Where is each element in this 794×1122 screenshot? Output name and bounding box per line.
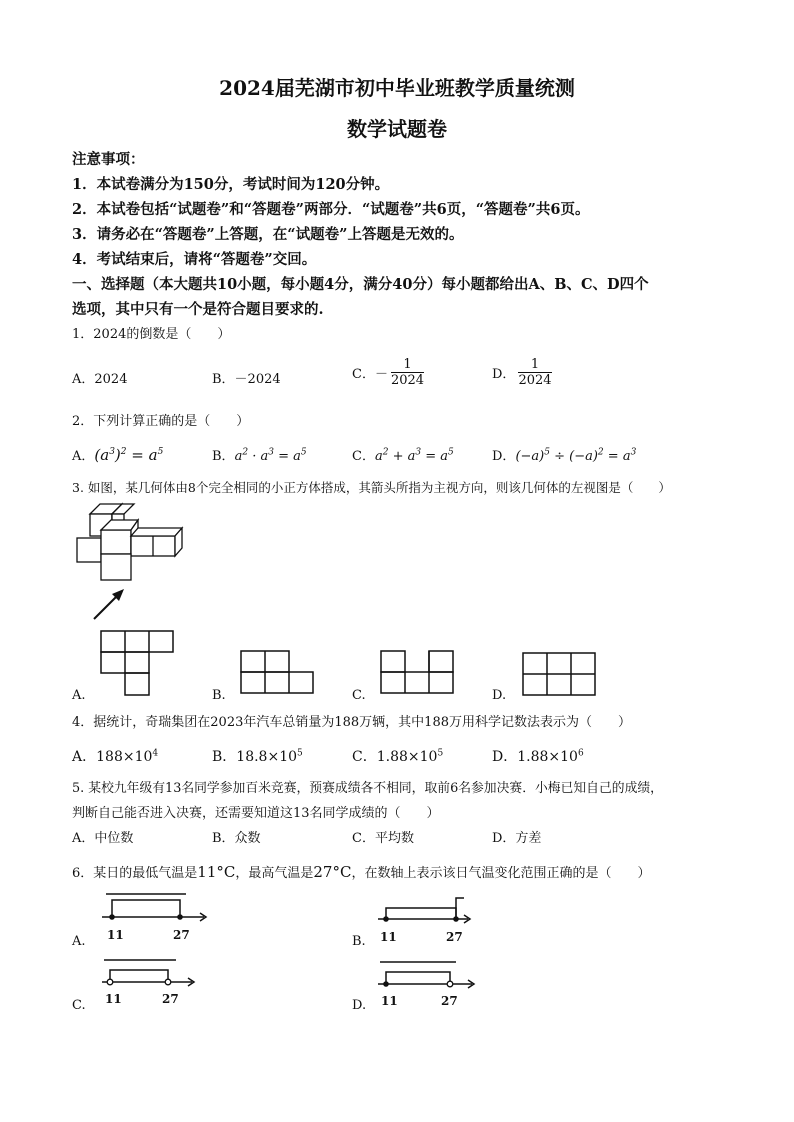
tick-label: 27	[162, 992, 179, 1006]
q2-option-d-label: D．	[492, 449, 516, 464]
q3-option-c-figure	[380, 650, 456, 694]
notice-item: 2．本试卷包括“试题卷”和“答题卷”两部分．“试题卷”共6页，“答题卷”共6页。	[72, 201, 590, 218]
tick-label: 11	[381, 994, 398, 1008]
q1-option-a: A．2024	[72, 372, 128, 387]
math-expression: $a^2 \cdot a^3 = a^5$	[234, 447, 307, 464]
question-1-stem: 1．2024的倒数是（ ）	[72, 327, 231, 342]
tick-label: 11	[107, 928, 124, 942]
q4-option-a	[72, 746, 158, 766]
notice-item: 3．请务必在“答题卷”上答题，在“试题卷”上答题是无效的。	[72, 226, 464, 243]
tick-label: 27	[441, 994, 458, 1008]
q2-option-b	[212, 445, 307, 464]
tick-label: 27	[446, 930, 463, 944]
q1-option-d	[492, 357, 552, 388]
notice-item: 4．考试结束后，请将“答题卷”交回。	[72, 251, 317, 268]
question-4-stem: 4．据统计，奇瑞集团在2023年汽车总销量为188万辆，其中188万用科学记数法表示为（ ）	[72, 715, 631, 730]
math-expression: $a^2 + a^3 = a^5$	[374, 447, 454, 464]
question-2-stem: 2．下列计算正确的是（ ）	[72, 414, 250, 429]
q4-option-c	[352, 746, 443, 766]
q3-option-d-figure	[522, 652, 598, 696]
section-heading: 一、选择题（本大题共10小题，每小题4分，满分40分）每小题都给出A、B、C、D四个	[72, 276, 649, 293]
q2-option-b-label: B．	[212, 449, 235, 464]
exam-title: 2024届芜湖市初中毕业班教学质量统测	[219, 76, 575, 100]
q1-option-d-label: D．	[492, 367, 516, 382]
q4-option-c-label: C．	[352, 749, 377, 765]
q3-option-b-label: B.	[212, 688, 226, 703]
tick-label: 27	[173, 928, 190, 942]
q1-option-b: B．－2024	[212, 372, 281, 387]
q4-option-d-mantissa: 1.88×10	[517, 749, 578, 765]
q4-option-b-mantissa: 18.8×10	[236, 749, 298, 765]
fraction-denominator: 2024	[390, 373, 425, 388]
q4-option-a-mantissa: 188×10	[96, 749, 153, 765]
q2-option-d	[492, 445, 636, 464]
solid-figure	[72, 500, 192, 622]
fraction-denominator: 2024	[518, 373, 552, 388]
q2-option-c-label: C．	[352, 449, 375, 464]
q6-unit: °C	[332, 863, 352, 881]
fraction	[391, 357, 424, 388]
q4-option-d-label: D．	[492, 749, 518, 765]
q6-stem-part: 6．某日的最低气温是	[72, 866, 198, 881]
q1-option-c	[352, 357, 424, 388]
q6-option-b-numberline	[376, 892, 476, 930]
q3-option-c-label: C.	[352, 688, 366, 703]
fraction-numerator: 1	[391, 357, 424, 373]
tick-label: 11	[380, 930, 397, 944]
q5-option-d: D．方差	[492, 831, 542, 846]
q5-option-c: C．平均数	[352, 831, 414, 846]
q2-option-c	[352, 445, 454, 464]
q4-option-b-label: B．	[212, 749, 237, 765]
q6-option-c-label: C.	[72, 998, 86, 1013]
q3-option-b-figure	[240, 650, 316, 694]
q6-option-d-label: D.	[352, 998, 367, 1013]
notice-heading: 注意事项：	[72, 151, 145, 168]
question-6-stem	[72, 862, 650, 881]
q6-stem-part: ，在数轴上表示该日气温变化范围正确的是（ ）	[351, 866, 651, 881]
q6-option-a-numberline	[100, 890, 212, 928]
q5-option-a: A．中位数	[72, 831, 134, 846]
q4-option-c-mantissa: 1.88×10	[376, 749, 438, 765]
q3-option-a-figure	[100, 630, 174, 696]
math-expression: $(a^3)^2 = a^5$	[94, 446, 164, 464]
q4-option-b-exponent: 5	[297, 748, 303, 759]
section-heading-cont: 选项，其中只有一个是符合题目要求的.	[72, 301, 324, 318]
q3-option-d-label: D.	[492, 688, 507, 703]
fraction-numerator: 1	[518, 357, 551, 373]
fraction	[518, 357, 551, 388]
q4-option-a-label: A．	[72, 749, 97, 765]
q6-unit: °C	[216, 863, 236, 881]
q6-option-a-label: A.	[72, 934, 86, 949]
q4-option-c-exponent: 5	[437, 748, 444, 759]
notice-item: 1．本试卷满分为150分，考试时间为120分钟。	[72, 176, 390, 193]
q6-option-d-numberline	[376, 958, 480, 994]
q4-option-d-exponent: 6	[577, 748, 584, 759]
tick-label: 11	[105, 992, 122, 1006]
question-5-stem-cont: 判断自己能否进入决赛，还需要知道这13名同学成绩的（ ）	[72, 806, 440, 821]
q6-low-temp: 11	[197, 863, 217, 881]
question-3-stem: 3. 如图，某几何体由8个完全相同的小正方体搭成，其箭头所指为主视方向，则该几何体的左视图是（ ）	[72, 480, 671, 495]
q6-option-c-numberline	[100, 956, 200, 992]
q6-stem-part: ，最高气温是	[235, 866, 314, 881]
q3-option-a-label: A.	[72, 688, 86, 703]
q2-option-a-label: A．	[72, 449, 95, 464]
q6-high-temp: 27	[313, 863, 333, 881]
q5-option-b: B．众数	[212, 831, 261, 846]
q4-option-a-exponent: 4	[152, 748, 159, 759]
q4-option-d	[492, 746, 584, 766]
q2-option-a	[72, 445, 163, 464]
q6-option-b-label: B.	[352, 934, 366, 949]
q4-option-b	[212, 746, 303, 766]
q1-option-c-label: C．－	[352, 367, 388, 382]
exam-subtitle: 数学试题卷	[347, 117, 447, 141]
math-expression: $(-a)^5 \div (-a)^2 = a^3$	[515, 447, 637, 464]
question-5-stem: 5. 某校九年级有13名同学参加百米竞赛，预赛成绩各不相同，取前6名参加决赛．小梅已知自己的成绩，	[72, 781, 663, 796]
